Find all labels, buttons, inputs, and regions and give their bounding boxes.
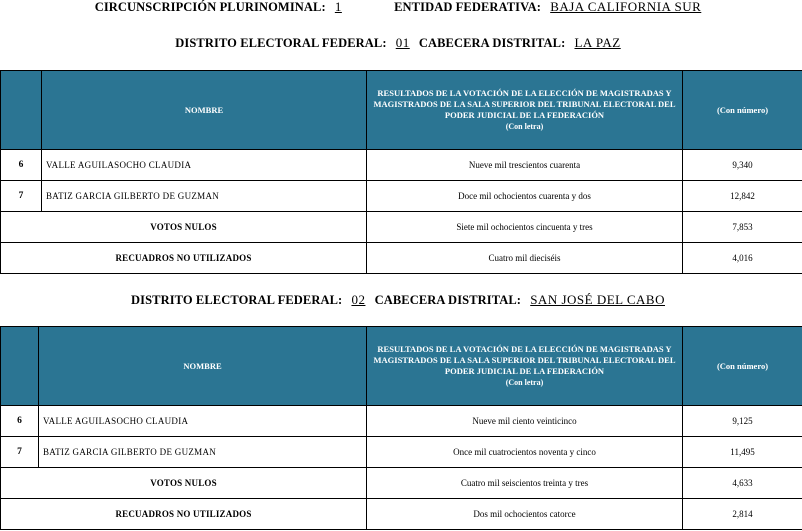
votos-nulos-letra: Siete mil ochocientos cincuenta y tres — [367, 212, 683, 243]
header-letra-title: RESULTADOS DE LA VOTACIÓN DE LA ELECCIÓN DE MAGISTRADAS Y MAGISTRADOS DE LA SALA SUPERIOR DEL TRIBUNAL ELECTORAL DEL PODER JUDICIAL DE LA FEDERACIÓN — [373, 344, 676, 376]
header-con-numero: (Con número) — [683, 327, 802, 406]
votos-nulos-numero: 4,633 — [683, 468, 802, 499]
table-row — [1, 243, 802, 274]
table-row — [1, 212, 802, 243]
header-number-cell — [1, 71, 42, 150]
table-row — [1, 468, 802, 499]
distrito-value: 02 — [351, 292, 366, 307]
votes-letra: Nueve mil trescientos cuarenta — [367, 150, 683, 181]
header-name: NOMBRE — [39, 327, 367, 406]
header-letra-sub: (Con letra) — [505, 122, 544, 131]
candidate-number: 7 — [1, 181, 42, 212]
candidate-name: BATIZ GARCIA GILBERTO DE GUZMAN — [42, 181, 367, 212]
cabecera-value: LA PAZ — [574, 35, 621, 50]
table-row — [1, 150, 802, 181]
header-con-letra — [367, 327, 683, 406]
no-utilizados-label: RECUADROS NO UTILIZADOS — [1, 499, 367, 530]
votes-numero: 12,842 — [683, 181, 802, 212]
header-con-numero: (Con número) — [683, 71, 802, 150]
votes-letra: Doce mil ochocientos cuarenta y dos — [367, 181, 683, 212]
circunscripcion-value: 1 — [334, 0, 342, 14]
table-row — [1, 406, 802, 437]
cabecera-value: SAN JOSÉ DEL CABO — [530, 292, 665, 307]
candidate-number: 7 — [1, 437, 39, 468]
cabecera-label: CABECERA DISTRITAL: — [374, 293, 522, 307]
votes-numero: 11,495 — [683, 437, 802, 468]
entidad-label: ENTIDAD FEDERATIVA: — [394, 0, 542, 14]
votes-numero: 9,125 — [683, 406, 802, 437]
results-table-district-2 — [0, 326, 802, 530]
district-2-header — [0, 292, 802, 308]
table-row — [1, 437, 802, 468]
votos-nulos-label: VOTOS NULOS — [1, 212, 367, 243]
results-table-district-1 — [0, 70, 802, 274]
votes-letra: Once mil cuatrocientos noventa y cinco — [367, 437, 683, 468]
entity-header — [0, 0, 802, 15]
candidate-name: VALLE AGUILASOCHO CLAUDIA — [39, 406, 367, 437]
district-1-header — [0, 35, 802, 51]
candidate-number: 6 — [1, 406, 39, 437]
votes-letra: Nueve mil ciento veinticinco — [367, 406, 683, 437]
votes-numero: 9,340 — [683, 150, 802, 181]
table-row — [1, 181, 802, 212]
distrito-value: 01 — [395, 35, 410, 50]
header-letra-title: RESULTADOS DE LA VOTACIÓN DE LA ELECCIÓN DE MAGISTRADAS Y MAGISTRADOS DE LA SALA SUPERIOR DEL TRIBUNAL ELECTORAL DEL PODER JUDICIAL DE LA FEDERACIÓN — [373, 88, 676, 120]
header-number-cell — [1, 327, 39, 406]
no-utilizados-letra: Dos mil ochocientos catorce — [367, 499, 683, 530]
entidad-value: BAJA CALIFORNIA SUR — [550, 0, 702, 14]
no-utilizados-letra: Cuatro mil dieciséis — [367, 243, 683, 274]
header-con-letra — [367, 71, 683, 150]
table-row — [1, 499, 802, 530]
votos-nulos-letra: Cuatro mil seiscientos treinta y tres — [367, 468, 683, 499]
candidate-number: 6 — [1, 150, 42, 181]
cabecera-label: CABECERA DISTRITAL: — [418, 36, 566, 50]
header-name: NOMBRE — [42, 71, 367, 150]
no-utilizados-numero: 2,814 — [683, 499, 802, 530]
header-letra-sub: (Con letra) — [505, 378, 544, 387]
distrito-label: DISTRITO ELECTORAL FEDERAL: — [131, 293, 343, 307]
votos-nulos-label: VOTOS NULOS — [1, 468, 367, 499]
no-utilizados-numero: 4,016 — [683, 243, 802, 274]
votos-nulos-numero: 7,853 — [683, 212, 802, 243]
circunscripcion-label: CIRCUNSCRIPCIÓN PLURINOMINAL: — [94, 0, 326, 14]
candidate-name: VALLE AGUILASOCHO CLAUDIA — [42, 150, 367, 181]
no-utilizados-label: RECUADROS NO UTILIZADOS — [1, 243, 367, 274]
distrito-label: DISTRITO ELECTORAL FEDERAL: — [175, 36, 387, 50]
candidate-name: BATIZ GARCIA GILBERTO DE GUZMAN — [39, 437, 367, 468]
